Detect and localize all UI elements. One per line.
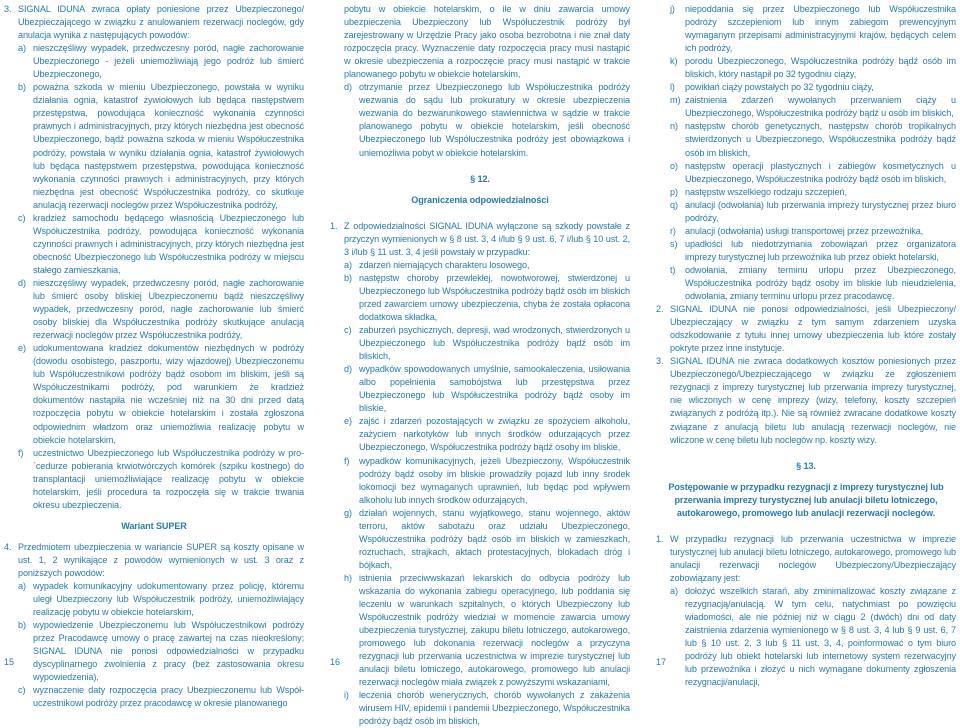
list-item: e) udokumentowana kradzież dokumentów niezbędnych w podróży (dowodu osobistego, paszportu, wizy wjazdowej) Ubezpieczonemu lub Współuczestnikowi podróży bądź osobom im bliskim, jeśli są Współuczestnikami podróży, pod warunkiem że kradzież dokumentów nastąpiła nie wcześniej niż na 30 dni przed datą rozpoczęcia pobytu w obiekcie hotelarskim i została zgłoszona odpowiednim władzom oraz uniemożliwia realizację pobytu w obiekcie hotelarskim, (18, 343, 304, 445)
list-item: d) wypadków spowodowanych umyślnie, samookaleczenia, usiłowania albo popełnienia samobójstwa lub przestępstwa przez Ubezpieczonego lub Współuczestnika podróży bądź osoby im bliskie, (344, 364, 630, 414)
list-item: g) działań wojennych, stanu wyjątkowego, stanu wojennego, aktów terroru, aktów sabotażu oraz udziału Ubezpieczonego, Współuczestnika podróży bądź osób im bliskich w zamieszkach, rozruchach, strajkach, aktach protestacyjnych, blokadach dróg i bójkach, (344, 507, 630, 570)
section-title: Ograniczenia odpowiedzialności (411, 194, 549, 205)
clause-2: 2. SIGNAL IDUNA nie ponosi odpowiedzialności, jeśli Ubezpieczony/ Ubezpieczający w związku z tym samym zdarzeniem uzyska odszkodowanie z tytułu innej umowy ubezpieczenia lub które zostały pokryte przez inne instytucje. (656, 304, 956, 354)
list-item: a) dołożyć wszelkich starań, aby zminimalizować koszty związane z rezygnacją/anulacją. W tym celu, natychmiast po powzięciu wiadomości, ale nie później niż w ciągu 2 (dwóch) dni od daty zaistnienia zdarzenia wymienionego w § 8 ust. 3, 4 lub § 9 ust. 6, 7 lub § 10 ust. 2, 3 lub § 11 ust. 3, 4, poinformować o tym biuro podróży lub obiekt hotelarski lub internetowy system rezerwacyjny lub przewoźnika i złożyć u nich wymagane dokumenty zgłoszenia rezygnacji/anulacji, (670, 585, 956, 688)
list-item: i) leczenia chorób wenerycznych, chorób wywołanych z zakażenia wirusem HIV, epidemii i pandemii Ubezpieczonego, Współuczestnika podróży bądź osób im bliskich, (344, 690, 630, 727)
list-item: b) poważna szkoda w mieniu Ubezpieczonego, powstała w wyniku działania ognia, katastrof żywiołowych lub będąca następstwem przestępstwa, powodująca konieczność wykonania czynności prawnych i administracyjnych, przy których niezbędna jest obecność Ubezpieczonego, bądź poważna szkoda w mieniu Współuczestnika podróży, powstała w wyniku działania ognia, katastrof żywiołowych lub będąca następstwem przestępstwa, powodująca konieczność wykonania czynności prawnych i administracyjnych, przy których niezbędna jest obecność Współuczestnika podróży, co skutkuje anulacją rezerwacji noclegów przez Współuczestnika podróży, (18, 82, 304, 210)
column-center (330, 3, 630, 728)
list-item: d) otrzymanie przez Ubezpieczonego lub Współuczestnika podróży wezwania do sądu lub prokuratury w okresie ubezpieczenia wezwania do bezwarunkowego stawiennictwa w sądzie w trakcie planowanego pobytu w obiekcie hotelarskim, jeśli obecność Ubezpieczonego lub Współuczestnika podróży jest obowiązkowa i uniemożliwia pobyt w obiekcie hotelarskim. (344, 82, 630, 158)
clause-intro: Z odpowiedzialności SIGNAL IDUNA wyłączone są szkody powstałe z przyczyn wymienionych w § 8 ust. 3, 4 i/lub § 9 ust. 6, 7 i/lub § 10 ust. 2, 3 i/lub § 11 ust. 3, 4 jeśli powstały w przypadku: (344, 220, 630, 257)
page-number-center: 16 (330, 657, 341, 667)
list-item: c) zaburzeń psychicznych, depresji, wad wrodzonych, stwierdzonych u Ubezpieczonego lub Współuczestnika podróży bądź osób im bliskich, (344, 325, 630, 362)
clause-intro: Przedmiotem ubezpieczenia w wariancie SUPER są koszty opisane w ust. 1, 2 wynikające z powodów wymienionych w ust. 3 oraz z poniższych powodów: (18, 541, 304, 578)
clause-number: 3. (4, 4, 12, 14)
list-item: a) zdarzeń niemających charakteru losowego, (344, 259, 530, 270)
list-item: m) zaistnienia zdarzeń wywołanych przerwaniem ciąży u Ubezpieczonego, Współuczestnika podróży bądź u osób im bliskich, (670, 95, 956, 119)
variant-heading: Wariant SUPER (121, 520, 187, 531)
list-item: f) wypadków komunikacyjnych, jeżeli Ubezpieczony, Współuczestnik podróży bądź osoby im bliskie prowadziły pojazd lub inny środek lokomocji bez wymaganych uprawnień, lub będąc pod wpływem alkoholu lub innych środków odurzających, (344, 455, 630, 505)
list-item: h) istnienia przeciwwskazań lekarskich do odbycia podróży lub wskazania do wykonania zabiegu operacyjnego, lub poddania się leczeniu w warunkach szpitalnych, o których Ubezpieczony lub Współuczestnik podróży wiedział w momencie zawarcia umowy ubezpieczenia turystycznej, zakupu biletu lotniczego, autokarowego, promowego lub dokonania rezerwacji noclegów a przyczyna rezygnacji lub przerwania uczestnictwa w imprezie turystycznej lub anulacji biletu lotniczego, autokarowego, promowego lub anulacji rezerwacji noclegów miała związek z powyższymi wskazaniami, (344, 572, 630, 688)
clause-1: 1. W przypadku rezygnacji lub przerwania uczestnictwa w imprezie turystycznej lub anulacji biletu lotniczego, autokarowego, promowego lub anulacji rezerwacji noclegów Ubezpieczony/Ubezpieczający zobowiązany jest: a) dołożyć wszelkich starań, aby zminimalizować koszty związane z rezygnacją/anulacją. W tym celu, natychmiast po powzięciu wiadomości, ale nie później niż w ciągu 2 (dwóch) dni od daty zaistnienia zdarzenia wymienionego w § 8 ust. 3, 4 lub § 9 ust. 6, 7 lub § 10 ust. 2, 3 lub § 11 ust. 3, 4, poinformować o tym biuro podróży lub obiekt hotelarski lub internetowy system rezerwacyjny lub przewoźnika i złożyć u nich wymagane dokumenty zgłoszenia rezygnacji/anulacji, (656, 533, 956, 690)
list-item: l) powikłań ciąży powstałych po 32 tygodniu ciąży, (670, 82, 874, 93)
list-item: c) wyznaczenie daty rozpoczęcia pracy Ubezpieczonemu lub Współ-uczestnikowi podróży przez pracodawcę w okresie planowanego (18, 685, 304, 709)
clause-number: 1. (330, 220, 338, 231)
clause-number: 4. (4, 541, 12, 552)
list-item: a) nieszczęśliwy wypadek, przedwczesny poród, nagłe zachorowanie Ubezpieczonego - jeżeli uniemożliwiają jego podróż lub śmierć Ubezpieczonego, (18, 43, 304, 80)
column-right (656, 3, 956, 689)
section-title: Postępowanie w przypadku rezygnacji z imprezy turystycznej lub przerwania imprezy turystycznej lub anulacji biletu lotniczego, autokarowego, promowego lub anulacji rezerwacji noclegów. (668, 481, 944, 518)
list-item: p) następstw wszelkiego rodzaju szczepień, (670, 186, 847, 197)
clause-3 (4, 3, 304, 512)
list-item: e) zajść i zdarzeń pozostających w związku ze spożyciem alkoholu, zażyciem narkotyków lub innych środków odurzających przez Ubezpieczonego, Współuczestnika podróży bądź osoby im bliskie, (344, 416, 630, 453)
clause-intro: SIGNAL IDUNA zwraca opłaty poniesione przez Ubezpieczonego/ Ubezpieczającego w związku z anulowaniem rezerwacji noclegów, gdy anulacja wynika z następujących powodów: (18, 4, 304, 41)
list-item: q) anulacji (odwołania) lub przerwania imprezy turystycznej przez biuro podróży, (670, 199, 956, 223)
list-item: d) nieszczęśliwy wypadek, przedwczesny poród, nagłe zachorowanie lub śmierć osoby bliskiej Ubezpieczonemu bądź nieszczęśliwy wypadek, przedwczesny poród, nagłe zachorowanie lub śmierć osoby bliskiej dla Współuczestnika podróży skutkujące anulacją rezerwacji noclegów przez Współuczestnika podróży, (18, 277, 304, 341)
section-number: § 12. (470, 173, 490, 184)
list-item: n) następstw chorób genetycznych, następstw chorób tropikalnych stwierdzonych u Ubezpieczonego, Współuczestnika podróży bądź osób im bliskich, (670, 121, 956, 158)
page-number-left: 15 (4, 657, 15, 667)
clause-3: 3. SIGNAL IDUNA nie zwraca dodatkowych kosztów poniesionych przez Ubezpieczonego/Ubezpieczającego w związku ze zgłoszeniem rezygnacji z imprezy turystycznej lub przerwania imprezy turystycznej, nie wliczonych w cenę imprezy (wizy, telefony, koszty szczepień związanych z podróżą itp.). Nie są również zwracane dodatkowe koszty związane z anulacją biletu lub anulacją rezerwacji noclegów, nie wliczone w cenę biletu lub noclegów np. koszty wizy. (656, 356, 956, 445)
list-item: f) uczestnictwo Ubezpieczonego lub Współuczestnika podróży w pro-`cedurze pobierania krwiotwórczych komórek (szpiku kostnego) do transplantacji uniemożliwiające realizację pobytu w obiekcie hotelarskim, jeśli procedura ta rozpoczęła się w trakcie trwania okresu ubezpieczenia. (18, 447, 304, 510)
list-item: o) następstw operacji plastycznych i zabiegów kosmetycznych u Ubezpieczonego, Współuczestnika podróży bądź osób im bliskich, (670, 160, 956, 184)
list-item: j) niepoddania się przez Ubezpieczonego lub Współuczestnika podróży szczepieniom lub innym zabiegom prewencyjnym wymaganym przepisami administracyjnymi krajów, będących celem ich podróży, (670, 4, 956, 54)
list-item: r) anulacji (odwołania) usługi transportowej przez przewoźnika, (670, 225, 924, 236)
list-item: a) wypadek komunikacyjny udokumentowany przez policję, któremu uległ Ubezpieczony lub Współuczestnik podróży, uniemożliwiający realizację pobytu w obiekcie hotelarskim, (18, 581, 304, 618)
continuation-text: pobytu w obiekcie hotelarskim, o ile w dniu zawarcia umowy ubezpieczenia Ubezpieczony lub Współuczestnik podróży był zarejestrowany w Urzędzie Pracy jako osoba bezrobotna i nie znał daty rozpoczęcia pracy. Wyznaczenie daty rozpoczęcia pracy musi nastąpić w okresie ubezpieczenia a rozpoczęcie pracy musi nastąpić w trakcie planowanego pobytu w obiekcie hotelarskim, (344, 4, 630, 80)
list-item: s) upadłości lub niedotrzymania zobowiązań przez organizatora imprezy turystycznej lub przewoźnika lub przez obiekt hotelarski, (670, 238, 956, 262)
page-number-right: 17 (656, 657, 667, 667)
list-item: t) odwołania, zmiany terminu urlopu przez Ubezpieczonego, Współuczestnika podróży bądź osoby im bliskie lub nieudzielenia, odwołania, zmiany terminu urlopu przez pracodawcę. (670, 264, 956, 302)
column-left (4, 3, 304, 710)
list-item: b) następstw choroby przewlekłej, nowotworowej, stwierdzonej u Ubezpieczonego lub Współuczestnika podróży bądź osób im bliskich przed zawarciem umowy ubezpieczenia, chyba że została opłacona dodatkowa składka, (344, 272, 630, 322)
clause-4 (4, 541, 304, 711)
list-item: b) wypowiedzenie Ubezpieczonemu lub Współuczestnikowi podróży przez Pracodawcę umowy o pracę zawartej na czas nieokreślony; SIGNAL IDUNA nie ponosi odpowiedzialności w przypadku dyscyplinarnego zwolnienia z pracy (bez zastosowania okresu wypowiedzenia), (18, 620, 304, 683)
list-item: c) kradzież samochodu będącego własnością Ubezpieczonego lub Współuczestnika podróży, powodująca konieczność wykonania czynności prawnych i administracyjnych, przy których niezbędna jest obecność Ubezpieczonego lub Współuczestnika podróży w miejscu stałego zamieszkania, (18, 212, 304, 275)
list-item: k) porodu Ubezpieczonego, Współuczestnika podróży bądź osób im bliskich, który nastąpił po 32 tygodniu ciąży, (670, 56, 956, 80)
section-number: § 13. (796, 460, 816, 471)
clause-1 (330, 220, 630, 728)
